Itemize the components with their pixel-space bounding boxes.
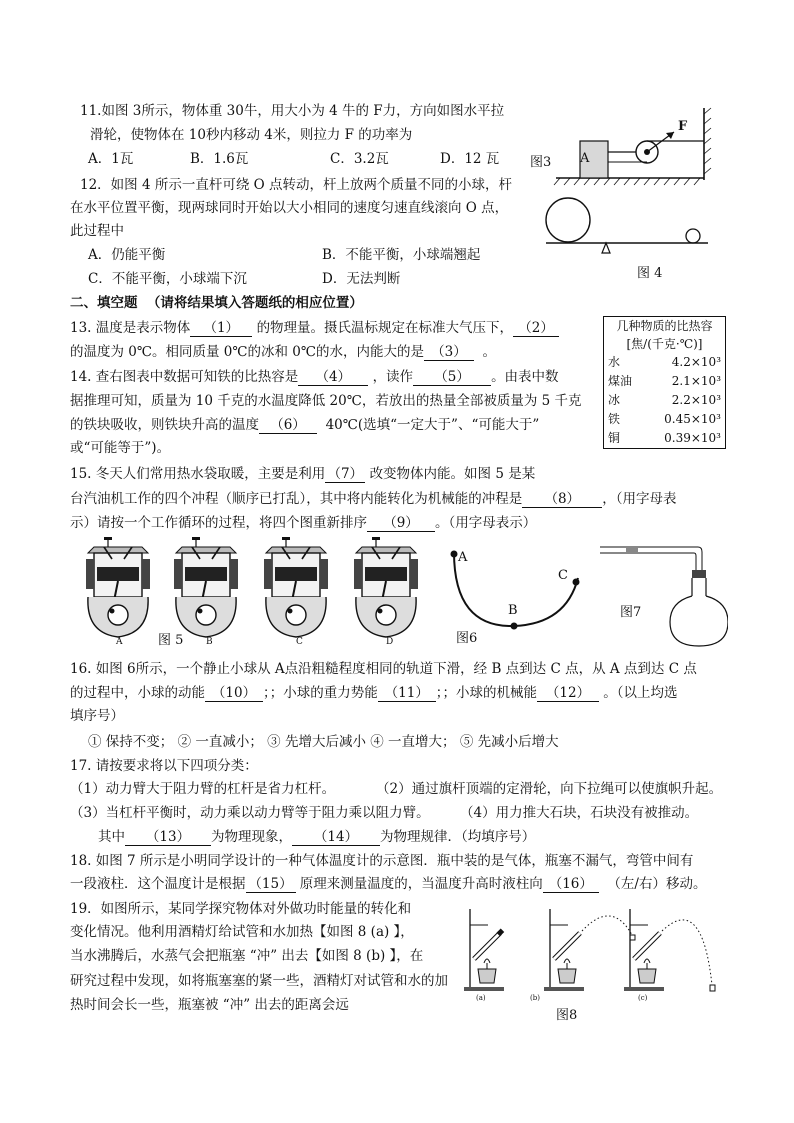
- table-row: 冰 2.2×10³: [608, 393, 721, 407]
- table-row: 铁 0.45×10³: [608, 412, 721, 426]
- figure-4-caption: 图 4: [637, 266, 663, 281]
- q19-line3: 当水沸腾后，水蒸气会把瓶塞 “冲” 出去【如图 8 (b) 】，在: [70, 948, 424, 964]
- q17-statement-2: （2）通过旗杆顶端的定滑轮，向下拉绳可以使旗帜升起。: [376, 781, 723, 797]
- blank-13[interactable]: （13）: [125, 830, 211, 846]
- figure-5-label-d: D: [386, 637, 394, 647]
- q14-line3: 的铁块吸收，则铁块升高的温度 （6） 40℃(选填“一定大于”、“可能大于”: [70, 417, 540, 433]
- figure-3-block-label: A: [580, 151, 590, 166]
- blank-5[interactable]: （5）: [413, 370, 491, 386]
- q18-line2: 一段液柱．这个温度计是根据 （15） 原理来测量温度的，当温度升高时液柱向 （16） （左/右）移动。: [70, 876, 707, 892]
- blank-3[interactable]: （3）: [424, 345, 474, 361]
- figure-5-label-a: A: [116, 637, 123, 647]
- q15-line1: 15. 冬天人们常用热水袋取暖，主要是利用 （7） 改变物体内能。如图 5 是某: [70, 466, 536, 482]
- q15-line3: 示）请按一个工作循环的过程，将四个图重新排序 （9） 。（用字母表示）: [70, 515, 537, 531]
- q12-option-d: D．无法判断: [322, 271, 401, 287]
- section-2-heading: [70, 294, 363, 312]
- q18-line1: 18. 如图 7 所示是小明同学设计的一种气体温度计的示意图．瓶中装的是气体，瓶塞不漏气，弯管中间有: [70, 853, 694, 869]
- figure-8-caption: 图8: [556, 1008, 578, 1023]
- specific-heat-table: [603, 316, 726, 449]
- figure-5-engine-strokes: [80, 537, 440, 649]
- figure-5-label-c: C: [296, 637, 303, 647]
- q15-line2: 台汽油机工作的四个冲程（顺序已打乱），其中将内能转化为机械能的冲程是 （8） ，（用字母表: [70, 491, 677, 507]
- blank-8[interactable]: （8）: [522, 492, 602, 508]
- q11-option-b: B．1.6瓦: [190, 151, 249, 167]
- blank-11[interactable]: （11）: [378, 686, 436, 702]
- q19-line1: 19．如图所示，某同学探究物体对外做功时能量的转化和: [70, 901, 412, 917]
- q19-line4: 研究过程中发现，如将瓶塞塞的紧一些，酒精灯对试管和水的加: [70, 973, 448, 989]
- q12-line2: 在水平位置平衡，现两球同时开始以大小相同的速度匀速直线滚向 O 点，: [70, 200, 509, 216]
- table-row: 煤油 2.1×10³: [608, 374, 721, 388]
- blank-2[interactable]: （2）: [513, 321, 559, 337]
- q13-line1: 13. 温度是表示物体 （1） 的物理量。摄氏温标规定在标准大气压下， （2）: [70, 319, 559, 337]
- figure-4-lever-diagram: [540, 195, 720, 265]
- q19-line5: 热时间会长一些，瓶塞被 “冲” 出去的距离会远: [70, 997, 349, 1013]
- q16-line3: 填序号）: [70, 708, 124, 724]
- q14-line2: 据推理可知，质量为 10 千克的水温度降低 20℃，若放出的热量全部被质量为 5 千克: [70, 393, 582, 409]
- q11-line1: 11.如图 3所示，物体重 30牛，用大小为 4 牛的 F力，方向如图水平拉: [80, 103, 505, 119]
- figure-6-label-a: A: [458, 550, 468, 565]
- figure-6-label-c: C: [558, 568, 568, 583]
- q16-line2: 的过程中，小球的动能 （10） ；；小球的重力势能 （11） ；；小球的机械能 （12） 。（以上均选: [70, 685, 678, 701]
- blank-10[interactable]: （10）: [205, 686, 263, 702]
- table-title: 几种物质的比热容: [616, 319, 713, 333]
- q16-choices: ① 保持不变； ② 一直减小； ③ 先增大后减小 ④ 一直增大； ⑤ 先减小后增大: [88, 734, 559, 750]
- figure-7-caption: 图7: [620, 605, 642, 620]
- section-2-note: （请将结果填入答题纸的相应位置）: [146, 295, 363, 311]
- q17-statement-3: （3）当杠杆平衡时，动力乘以动力臂等于阻力乘以阻力臂。: [70, 805, 430, 821]
- figure-8-experiment: [462, 905, 732, 997]
- blank-6[interactable]: （6）: [259, 418, 317, 434]
- q17-statement-1: （1）动力臂大于阻力臂的杠杆是省力杠杆。: [70, 781, 336, 797]
- blank-4[interactable]: （4）: [298, 370, 368, 386]
- section-2-title: 二、填空题: [70, 295, 138, 311]
- blank-12[interactable]: （12）: [537, 686, 599, 702]
- q14-line1: 14. 查右图表中数据可知铁的比热容是 （4） ，读作 （5） 。由表中数: [70, 369, 559, 385]
- figure-3-force-label: F: [678, 119, 688, 134]
- blank-16[interactable]: （16）: [543, 877, 599, 893]
- figure-8-label-b: (b): [530, 994, 540, 1002]
- q11-option-a: A．1瓦: [88, 151, 134, 167]
- q11-option-c: C．3.2瓦: [330, 151, 389, 167]
- figure-3-pulley-diagram: [548, 104, 724, 186]
- figure-8-label-a: (a): [476, 994, 486, 1002]
- figure-6-track: [446, 540, 596, 636]
- q19-line2: 变化情况。他利用酒精灯给试管和水加热【如图 8 (a) 】，: [70, 924, 414, 940]
- figure-3-caption: 图3: [530, 155, 552, 170]
- q13-line2: 的温度为 0℃。相同质量 0℃的冰和 0℃的水，内能大的是 （3） 。: [70, 344, 497, 360]
- blank-15[interactable]: （15）: [246, 877, 296, 893]
- table-row: 铜 0.39×10³: [608, 431, 721, 445]
- figure-8-label-c: (c): [638, 994, 648, 1002]
- q12-option-c: C．不能平衡，小球端下沉: [88, 271, 247, 287]
- figure-7-gas-thermometer: [598, 540, 728, 650]
- figure-6-label-b: B: [508, 603, 518, 618]
- figure-6-caption: 图6: [456, 631, 478, 646]
- q12-option-a: A．仍能平衡: [88, 247, 166, 263]
- figure-5-caption: 图 5: [158, 633, 184, 648]
- q12-line1: 12．如图 4 所示一直杆可绕 O 点转动，杆上放两个质量不同的小球，杆: [80, 177, 512, 193]
- table-row: 水 4.2×10³: [608, 355, 721, 369]
- q14-line4: 或“可能等于”)。: [70, 440, 171, 456]
- q17-line4: 其中 （13） 为物理现象， （14） 为物理规律．（均填序号）: [98, 829, 536, 845]
- blank-7[interactable]: （7）: [325, 467, 365, 483]
- q17-line1: 17. 请按要求将以下四项分类：: [70, 758, 258, 774]
- q12-option-b: B．不能平衡，小球端翘起: [322, 247, 481, 263]
- q17-statement-4: （4）用力推大石块，石块没有被推动。: [460, 805, 699, 821]
- table-unit: [焦/(千克·℃)]: [626, 337, 703, 351]
- q12-line3: 此过程中: [70, 223, 124, 239]
- figure-5-label-b: B: [206, 637, 213, 647]
- blank-14[interactable]: （14）: [292, 830, 380, 846]
- blank-9[interactable]: （9）: [367, 516, 435, 532]
- q16-line1: 16. 如图 6所示，一个静止小球从 A点沿粗糙程度相同的轨道下滑，经 B 点到达 C 点，从 A 点到达 C 点: [70, 661, 697, 677]
- q11-line2: 滑轮，使物体在 10秒内移动 4米，则拉力 F 的功率为: [90, 127, 413, 143]
- q11-option-d: D．12 瓦: [440, 151, 500, 167]
- blank-1[interactable]: （1）: [190, 321, 252, 337]
